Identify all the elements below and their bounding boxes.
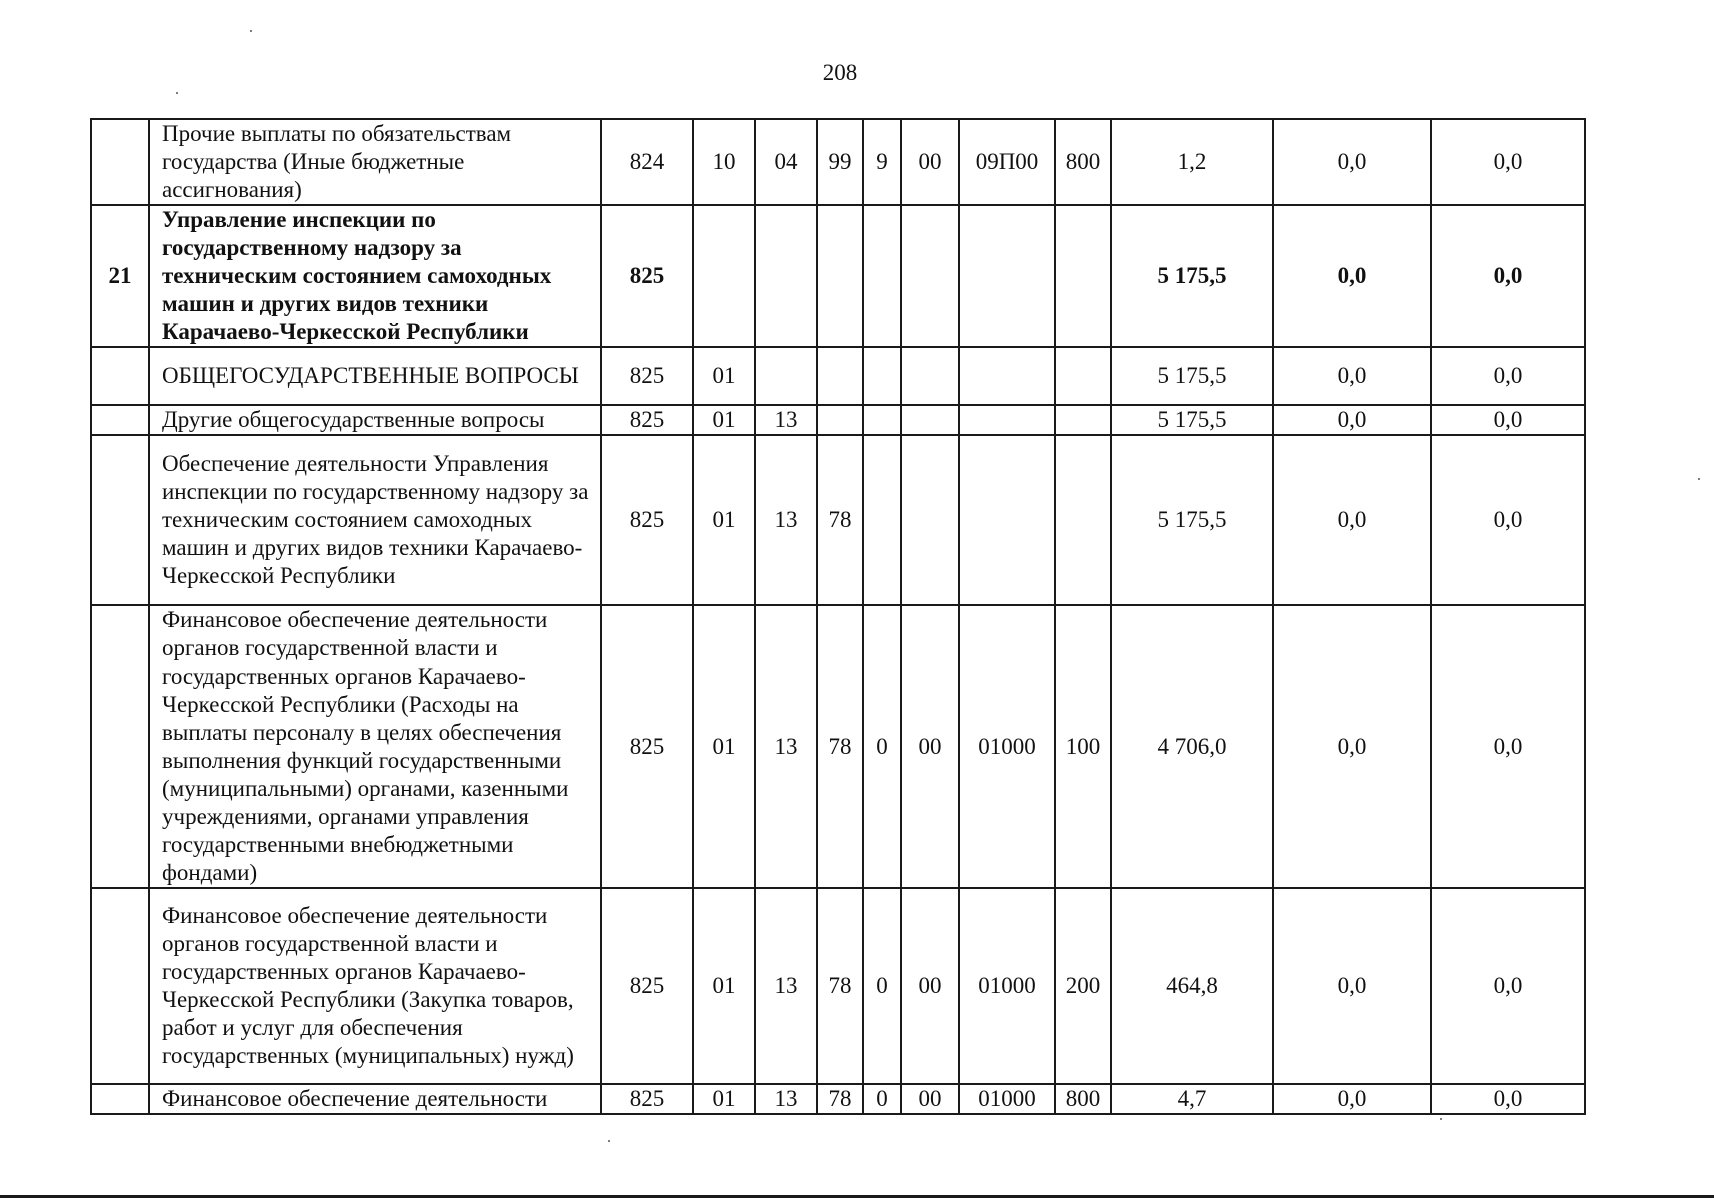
cell-pr: 13: [755, 405, 817, 435]
cell-sum-3: 0,0: [1431, 888, 1585, 1084]
cell-description: Финансовое обеспечение деятельности: [149, 1084, 601, 1114]
cell-event: [901, 205, 959, 347]
cell-sum-1: 5 175,5: [1111, 435, 1273, 605]
cell-vr: [1055, 435, 1111, 605]
cell-sum-3: 0,0: [1431, 119, 1585, 205]
cell-ved: 825: [601, 888, 693, 1084]
cell-row-number: [91, 888, 149, 1084]
scan-speck: [1440, 1118, 1442, 1120]
cell-sum-2: 0,0: [1273, 605, 1431, 887]
cell-subprogram: [863, 347, 901, 405]
cell-ved: 825: [601, 405, 693, 435]
cell-vr: 200: [1055, 888, 1111, 1084]
cell-subprogram: [863, 405, 901, 435]
table-row: [91, 119, 1585, 205]
cell-row-number: [91, 119, 149, 205]
cell-event: [901, 435, 959, 605]
cell-vr: 800: [1055, 119, 1111, 205]
cell-pr: 04: [755, 119, 817, 205]
cell-program: [817, 405, 863, 435]
cell-row-number: [91, 435, 149, 605]
cell-pr: [755, 347, 817, 405]
cell-program: [817, 347, 863, 405]
scan-speck: [176, 92, 178, 94]
cell-ved: 825: [601, 605, 693, 887]
cell-ved: 825: [601, 435, 693, 605]
cell-description: ОБЩЕГОСУДАРСТВЕННЫЕ ВОПРОСЫ: [149, 347, 601, 405]
cell-vr: [1055, 205, 1111, 347]
cell-sum-1: 4 706,0: [1111, 605, 1273, 887]
table-row: [91, 405, 1585, 435]
cell-direction: [959, 205, 1055, 347]
cell-sum-3: 0,0: [1431, 205, 1585, 347]
cell-sum-3: 0,0: [1431, 405, 1585, 435]
cell-sum-1: 1,2: [1111, 119, 1273, 205]
cell-sum-3: 0,0: [1431, 347, 1585, 405]
cell-event: 00: [901, 605, 959, 887]
cell-direction: 09П00: [959, 119, 1055, 205]
cell-pr: [755, 205, 817, 347]
cell-direction: 01000: [959, 888, 1055, 1084]
cell-rz: [693, 205, 755, 347]
cell-rz: 01: [693, 435, 755, 605]
cell-pr: 13: [755, 435, 817, 605]
budget-table: [90, 118, 1586, 1115]
cell-subprogram: [863, 205, 901, 347]
cell-subprogram: 0: [863, 605, 901, 887]
cell-description: Финансовое обеспечение деятельности органов государственной власти и государственных органов Карачаево-Черкесской Республики (Закупка товаров, работ и услуг для обеспечения государственных (муниципальных) нужд): [149, 888, 601, 1084]
cell-direction: 01000: [959, 1084, 1055, 1114]
table-row: [91, 888, 1585, 1084]
cell-program: [817, 205, 863, 347]
cell-row-number: [91, 347, 149, 405]
cell-pr: 13: [755, 605, 817, 887]
cell-description: Другие общегосударственные вопросы: [149, 405, 601, 435]
cell-sum-1: 5 175,5: [1111, 205, 1273, 347]
cell-rz: 01: [693, 347, 755, 405]
cell-program: 78: [817, 605, 863, 887]
cell-description: Обеспечение деятельности Управления инспекции по государственному надзору за техническим состоянием самоходных машин и других видов техники Карачаево-Черкесской Республики: [149, 435, 601, 605]
table-row: [91, 205, 1585, 347]
cell-row-number: [91, 605, 149, 887]
cell-rz: 01: [693, 1084, 755, 1114]
cell-pr: 13: [755, 888, 817, 1084]
cell-program: 78: [817, 888, 863, 1084]
cell-row-number: [91, 405, 149, 435]
cell-sum-3: 0,0: [1431, 435, 1585, 605]
cell-sum-1: 5 175,5: [1111, 405, 1273, 435]
cell-vr: [1055, 347, 1111, 405]
cell-sum-3: 0,0: [1431, 605, 1585, 887]
cell-rz: 01: [693, 888, 755, 1084]
cell-sum-2: 0,0: [1273, 1084, 1431, 1114]
scan-speck: [250, 30, 252, 32]
cell-sum-1: 464,8: [1111, 888, 1273, 1084]
cell-event: [901, 347, 959, 405]
cell-event: [901, 405, 959, 435]
cell-program: 78: [817, 1084, 863, 1114]
cell-row-number: [91, 1084, 149, 1114]
cell-ved: 825: [601, 205, 693, 347]
cell-ved: 824: [601, 119, 693, 205]
cell-ved: 825: [601, 347, 693, 405]
cell-sum-2: 0,0: [1273, 888, 1431, 1084]
cell-vr: 800: [1055, 1084, 1111, 1114]
cell-subprogram: 9: [863, 119, 901, 205]
cell-row-number: 21: [91, 205, 149, 347]
cell-program: 78: [817, 435, 863, 605]
cell-sum-2: 0,0: [1273, 435, 1431, 605]
scan-speck: [608, 1140, 610, 1142]
cell-event: 00: [901, 119, 959, 205]
cell-subprogram: 0: [863, 1084, 901, 1114]
cell-program: 99: [817, 119, 863, 205]
cell-rz: 01: [693, 405, 755, 435]
cell-description: Прочие выплаты по обязательствам государства (Иные бюджетные ассигнования): [149, 119, 601, 205]
cell-sum-1: 4,7: [1111, 1084, 1273, 1114]
page-number: 208: [822, 60, 858, 85]
cell-subprogram: 0: [863, 888, 901, 1084]
cell-subprogram: [863, 435, 901, 605]
cell-event: 00: [901, 888, 959, 1084]
table-row: [91, 605, 1585, 887]
cell-description: Управление инспекции по государственному надзору за техническим состоянием самоходных машин и других видов техники Карачаево-Черкесской Республики: [149, 205, 601, 347]
cell-rz: 01: [693, 605, 755, 887]
cell-vr: [1055, 405, 1111, 435]
cell-description: Финансовое обеспечение деятельности органов государственной власти и государственных органов Карачаево-Черкесской Республики (Расходы на выплаты персоналу в целях обеспечения выполнения функций государственными (муниципальными) органами, казенными учреждениями, органами управления государственными внебюджетными фондами): [149, 605, 601, 887]
scan-speck: [1698, 478, 1700, 480]
cell-ved: 825: [601, 1084, 693, 1114]
cell-sum-1: 5 175,5: [1111, 347, 1273, 405]
cell-sum-3: 0,0: [1431, 1084, 1585, 1114]
cell-direction: [959, 347, 1055, 405]
table-row: [91, 1084, 1585, 1114]
table-row: [91, 435, 1585, 605]
cell-sum-2: 0,0: [1273, 405, 1431, 435]
cell-sum-2: 0,0: [1273, 119, 1431, 205]
cell-direction: [959, 435, 1055, 605]
scan-edge-line: [0, 1195, 1714, 1198]
cell-rz: 10: [693, 119, 755, 205]
cell-pr: 13: [755, 1084, 817, 1114]
cell-sum-2: 0,0: [1273, 205, 1431, 347]
cell-event: 00: [901, 1084, 959, 1114]
table-row: [91, 347, 1585, 405]
cell-direction: 01000: [959, 605, 1055, 887]
cell-direction: [959, 405, 1055, 435]
cell-sum-2: 0,0: [1273, 347, 1431, 405]
cell-vr: 100: [1055, 605, 1111, 887]
